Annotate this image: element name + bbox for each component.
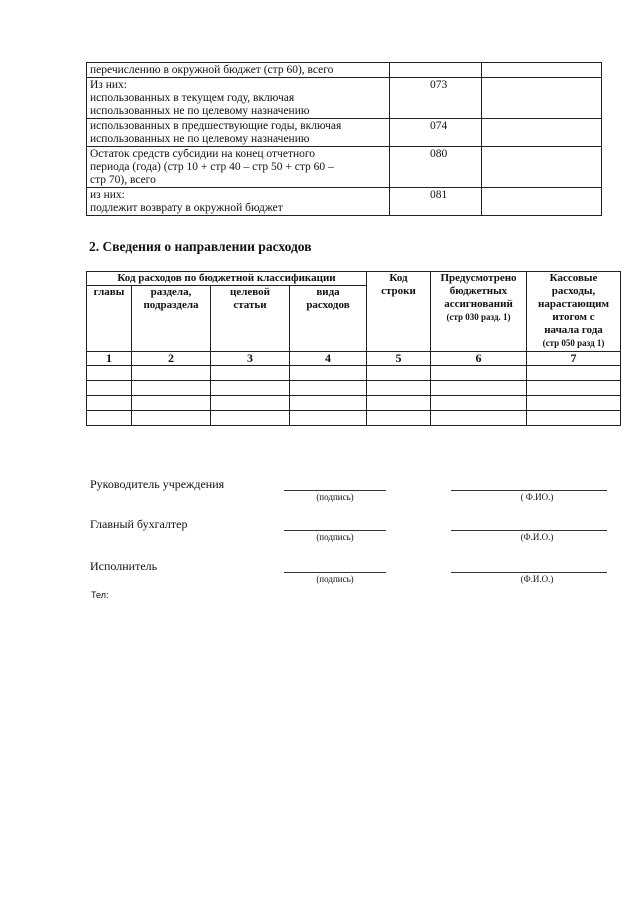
row-text-line: использованных не по целевому назначению	[90, 133, 310, 145]
row-description	[87, 119, 390, 147]
header-line: Кассовые	[549, 272, 598, 284]
row-text-line: периода (года) (стр 10 + стр 40 – стр 50 + стр 60 –	[90, 161, 334, 173]
executor-signature-line[interactable]	[284, 572, 386, 573]
row-code: 080	[390, 147, 482, 188]
column-number: 4	[290, 352, 367, 366]
header-note: (стр 030 разд. 1)	[446, 312, 511, 322]
table-cell	[87, 411, 132, 426]
row-value	[482, 78, 602, 119]
row-description	[87, 63, 390, 78]
cash-column-header	[527, 272, 621, 352]
chapter-column-header: главы	[87, 286, 132, 352]
table-header-row	[87, 272, 621, 286]
row-text-line: Остаток средств субсидии на конец отчетного	[90, 148, 316, 160]
table-row	[87, 411, 621, 426]
header-line: начала года	[544, 324, 603, 336]
head-signature-line[interactable]	[284, 490, 386, 491]
column-number: 6	[431, 352, 527, 366]
phone-label: Тел:	[91, 590, 109, 600]
signature-caption: (подпись)	[316, 532, 354, 542]
row-code: 073	[390, 78, 482, 119]
table-cell	[132, 411, 211, 426]
table-row	[87, 381, 621, 396]
table-cell	[367, 366, 431, 381]
table-cell	[431, 366, 527, 381]
target-column-header	[211, 286, 290, 352]
executor-name-line[interactable]	[451, 572, 607, 573]
table-row	[87, 366, 621, 381]
header-line: нарастающим	[538, 298, 609, 310]
table-row	[87, 78, 602, 119]
header-line: раздела,	[150, 286, 192, 298]
column-number: 5	[367, 352, 431, 366]
table-cell	[132, 366, 211, 381]
header-line: строки	[381, 285, 416, 297]
table-row	[87, 63, 602, 78]
name-caption: ( Ф.ИО.)	[520, 492, 554, 502]
table-cell	[132, 396, 211, 411]
table-cell	[87, 381, 132, 396]
table-cell	[527, 366, 621, 381]
row-value	[482, 119, 602, 147]
header-line: расходов	[306, 299, 350, 311]
table-cell	[132, 381, 211, 396]
table-row	[87, 396, 621, 411]
column-number: 1	[87, 352, 132, 366]
row-description	[87, 78, 390, 119]
head-label: Руководитель учреждения	[90, 477, 225, 491]
table-cell	[367, 381, 431, 396]
table-cell	[367, 411, 431, 426]
planned-column-header	[431, 272, 527, 352]
row-description	[87, 188, 390, 216]
table-cell	[290, 411, 367, 426]
table-cell	[527, 396, 621, 411]
head-name-line[interactable]	[451, 490, 607, 491]
table-cell	[527, 381, 621, 396]
header-line: целевой	[230, 286, 270, 298]
table-cell	[211, 411, 290, 426]
row-text-line: Из них:	[90, 79, 127, 91]
section-column-header	[132, 286, 211, 352]
table-cell	[211, 366, 290, 381]
header-line: Код	[389, 272, 408, 284]
column-number: 2	[132, 352, 211, 366]
row-text-line: из них:	[90, 189, 125, 201]
row-description	[87, 147, 390, 188]
budget-classification-header: Код расходов по бюджетной классификации	[87, 272, 367, 286]
row-text-line: стр 70), всего	[90, 174, 156, 186]
table-cell	[87, 366, 132, 381]
row-value	[482, 63, 602, 78]
signature-caption: (подпись)	[316, 574, 354, 584]
subsidy-balance-table	[86, 62, 602, 216]
header-line: Предусмотрено	[440, 272, 517, 284]
column-number: 7	[527, 352, 621, 366]
row-text-line: использованных не по целевому назначению	[90, 105, 310, 117]
table-cell	[367, 396, 431, 411]
name-caption: (Ф.И.О.)	[520, 574, 554, 584]
row-code: 074	[390, 119, 482, 147]
expenses-direction-table	[86, 271, 621, 426]
column-number-row	[87, 352, 621, 366]
table-row	[87, 188, 602, 216]
header-line: бюджетных	[449, 285, 508, 297]
accountant-signature-line[interactable]	[284, 530, 386, 531]
row-value	[482, 188, 602, 216]
column-number: 3	[211, 352, 290, 366]
table-cell	[290, 366, 367, 381]
row-text-line: перечислению в окружной бюджет (стр 60), всего	[90, 64, 334, 76]
row-code: 081	[390, 188, 482, 216]
accountant-name-line[interactable]	[451, 530, 607, 531]
table-cell	[211, 381, 290, 396]
table-cell	[211, 396, 290, 411]
table-row	[87, 119, 602, 147]
table-cell	[527, 411, 621, 426]
row-text-line: использованных в предшествующие годы, включая	[90, 120, 342, 132]
row-text-line: подлежит возврату в окружной бюджет	[90, 202, 283, 214]
header-line: вида	[316, 286, 340, 298]
table-row	[87, 147, 602, 188]
row-code	[390, 63, 482, 78]
table-cell	[431, 411, 527, 426]
table-cell	[290, 381, 367, 396]
table-cell	[87, 396, 132, 411]
table-cell	[290, 396, 367, 411]
header-line: итогом с	[552, 311, 595, 323]
header-line: расходы,	[551, 285, 596, 297]
name-caption: (Ф.И.О.)	[520, 532, 554, 542]
header-line: подраздела	[143, 299, 199, 311]
accountant-label: Главный бухгалтер	[90, 517, 188, 531]
header-note: (стр 050 разд 1)	[542, 338, 605, 348]
header-line: ассигнований	[444, 298, 513, 310]
header-line: статьи	[233, 299, 267, 311]
executor-label: Исполнитель	[90, 559, 158, 573]
type-column-header	[290, 286, 367, 352]
code-column-header	[367, 272, 431, 352]
signature-caption: (подпись)	[316, 492, 354, 502]
section-title: 2. Сведения о направлении расходов	[89, 239, 312, 254]
row-value	[482, 147, 602, 188]
table-cell	[431, 396, 527, 411]
table-cell	[431, 381, 527, 396]
row-text-line: использованных в текущем году, включая	[90, 92, 295, 104]
